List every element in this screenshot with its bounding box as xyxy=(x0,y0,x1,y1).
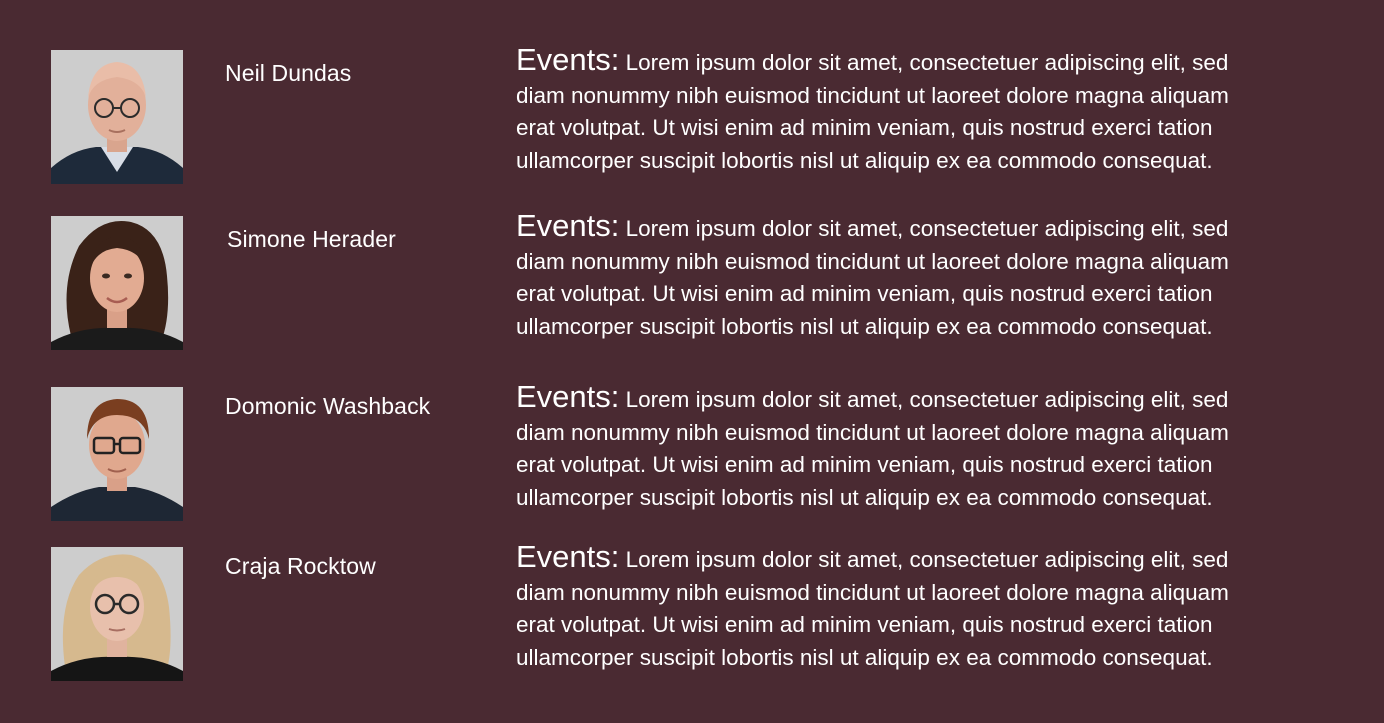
bio-line: ullamcorper suscipit lobortis nisl ut aliquip ex ea commodo consequat. xyxy=(516,147,1213,173)
person-row xyxy=(0,208,1384,356)
bio-text: Lorem ipsum dolor sit amet, consectetuer adipiscing elit, sed xyxy=(619,216,1229,241)
bio-line xyxy=(516,541,1356,577)
person-row xyxy=(0,539,1384,687)
avatar xyxy=(51,50,183,184)
bio-line: diam nonummy nibh euismod tincidunt ut laoreet dolore magna aliquam xyxy=(516,82,1229,108)
person-name: Simone Herader xyxy=(227,226,396,252)
person-name: Craja Rocktow xyxy=(225,553,376,579)
bio-line: erat volutpat. Ut wisi enim ad minim veniam, quis nostrud exerci tation xyxy=(516,281,1213,306)
bio-line: diam nonummy nibh euismod tincidunt ut laoreet dolore magna aliquam xyxy=(516,419,1229,445)
bio-text: Lorem ipsum dolor sit amet, consectetuer adipiscing elit, sed xyxy=(619,50,1229,75)
bio-line: diam nonummy nibh euismod tincidunt ut laoreet dolore magna aliquam xyxy=(516,579,1229,605)
person-row xyxy=(0,42,1384,190)
events-label: Events: xyxy=(516,208,620,243)
portrait-blonde-glasses-woman xyxy=(51,547,183,681)
person-events xyxy=(516,381,1356,514)
person-name: Domonic Washback xyxy=(225,393,431,419)
bio-line: ullamcorper suscipit lobortis nisl ut aliquip ex ea commodo consequat. xyxy=(516,484,1213,510)
bio-line: erat volutpat. Ut wisi enim ad minim veniam, quis nostrud exerci tation xyxy=(516,452,1213,477)
events-label: Events: xyxy=(516,539,620,574)
bio-text: Lorem ipsum dolor sit amet, consectetuer adipiscing elit, sed xyxy=(619,547,1229,572)
bio-line xyxy=(516,210,1356,246)
bio-line: ullamcorper suscipit lobortis nisl ut aliquip ex ea commodo consequat. xyxy=(516,644,1213,670)
bio-text: Lorem ipsum dolor sit amet, consectetuer adipiscing elit, sed xyxy=(619,387,1229,412)
avatar xyxy=(51,387,183,521)
events-label: Events: xyxy=(516,42,620,77)
bio-line: erat volutpat. Ut wisi enim ad minim veniam, quis nostrud exerci tation xyxy=(516,612,1213,637)
portrait-dark-hair-woman xyxy=(51,216,183,350)
person-name: Neil Dundas xyxy=(225,60,352,86)
portrait-bald-glasses-man xyxy=(51,50,183,184)
person-events xyxy=(516,210,1356,343)
avatar xyxy=(51,216,183,350)
avatar xyxy=(51,547,183,681)
bio-line xyxy=(516,44,1356,80)
person-events xyxy=(516,44,1356,177)
bio-line xyxy=(516,381,1356,417)
portrait-auburn-hair-man xyxy=(51,387,183,521)
bio-line: ullamcorper suscipit lobortis nisl ut aliquip ex ea commodo consequat. xyxy=(516,313,1213,339)
bio-line: diam nonummy nibh euismod tincidunt ut laoreet dolore magna aliquam xyxy=(516,248,1229,274)
person-row xyxy=(0,379,1384,527)
events-label: Events: xyxy=(516,379,620,414)
person-events xyxy=(516,541,1356,674)
bio-line: erat volutpat. Ut wisi enim ad minim veniam, quis nostrud exerci tation xyxy=(516,115,1213,140)
